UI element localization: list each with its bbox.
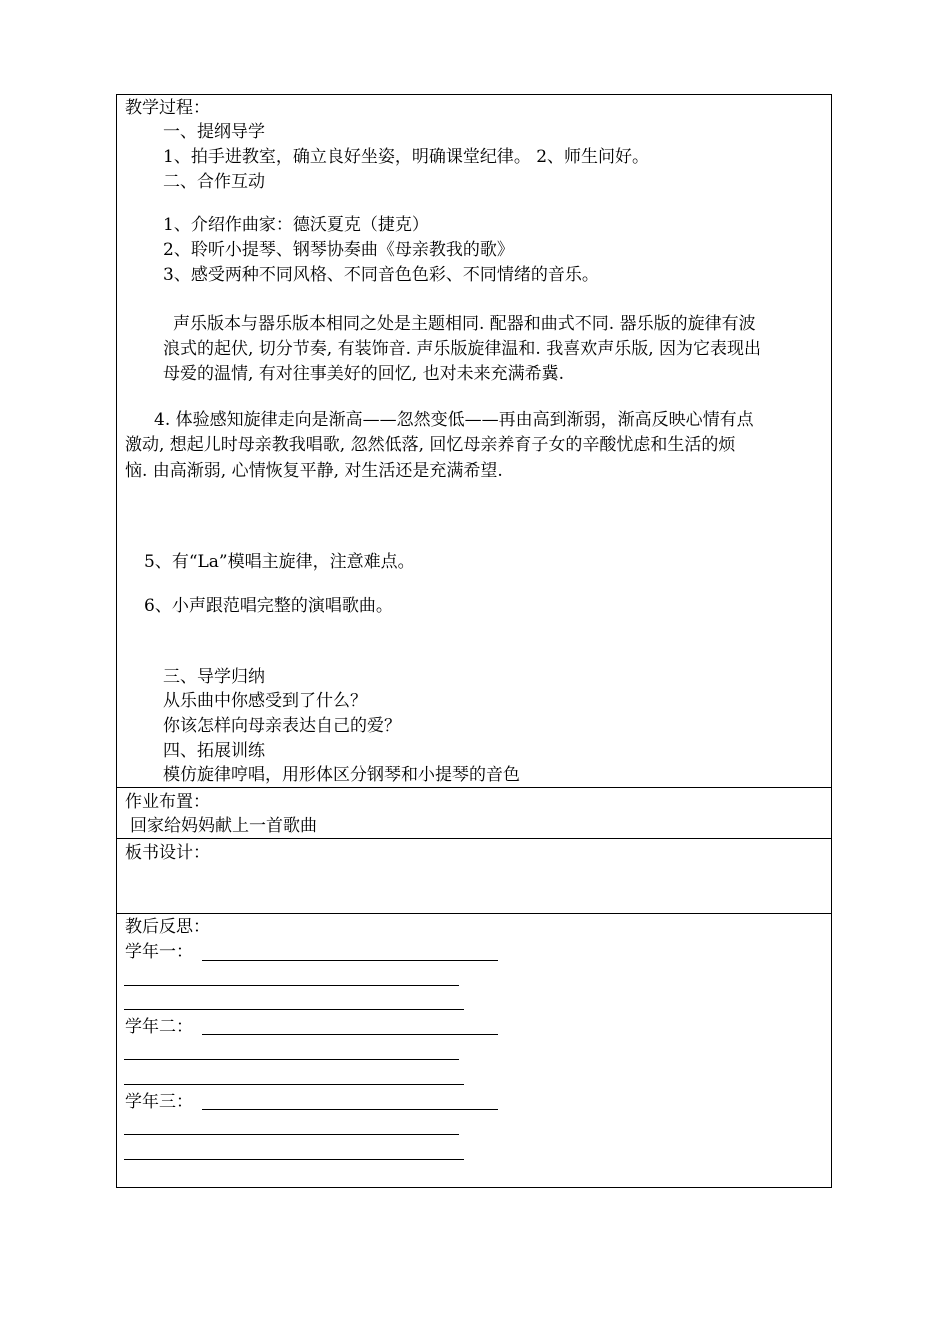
section-4-title: 四、拓展训练 [163, 741, 265, 761]
year-2-blank-line-2 [124, 1059, 459, 1060]
section-3-question-1: 从乐曲中你感受到了什么？ [163, 691, 367, 711]
process-label: 教学过程： [125, 98, 210, 118]
section-2-item-2: 2、聆听小提琴、钢琴协奏曲《母亲教我的歌》 [163, 240, 514, 260]
year-1-label: 学年一： [125, 942, 193, 962]
section-1-item: 1、拍手进教室，确立良好坐姿，明确课堂纪律。 2、师生问好。 [163, 147, 650, 167]
year-1-blank-line-2 [124, 985, 459, 986]
paragraph-1-line-3: 母爱的温情, 有对往事美好的回忆, 也对未来充满希冀. [163, 364, 565, 384]
item-6: 6、小声跟范唱完整的演唱歌曲。 [144, 596, 393, 616]
section-1-title: 一、提纲导学 [163, 122, 265, 142]
section-4-item: 模仿旋律哼唱，用形体区分钢琴和小提琴的音色 [163, 765, 520, 785]
year-3-blank-line [202, 1109, 498, 1110]
reflection-label: 教后反思： [125, 917, 210, 937]
paragraph-1-line-1: 声乐版本与器乐版本相同之处是主题相同. 配器和曲式不同. 器乐版的旋律有波 [173, 314, 756, 334]
homework-text: 回家给妈妈献上一首歌曲 [130, 816, 317, 836]
year-1-blank-line [202, 960, 498, 961]
section-2-item-1: 1、介绍作曲家：德沃夏克（捷克） [163, 215, 429, 235]
board-design-label: 板书设计： [125, 843, 210, 863]
paragraph-1-line-2: 浪式的起伏, 切分节奏, 有装饰音. 声乐版旋律温和. 我喜欢声乐版, 因为它表现出 [163, 339, 762, 359]
item-5: 5、有“La”模唱主旋律，注意难点。 [144, 552, 415, 572]
row-divider-board [116, 838, 832, 839]
year-2-label: 学年二： [125, 1017, 193, 1037]
row-divider-homework [116, 787, 832, 788]
year-1-blank-line-3 [124, 1009, 464, 1010]
section-2-title: 二、合作互动 [163, 172, 265, 192]
section-2-item-3: 3、感受两种不同风格、不同音色色彩、不同情绪的音乐。 [163, 265, 599, 285]
section-3-title: 三、导学归纳 [163, 667, 265, 687]
year-3-blank-line-2 [124, 1134, 459, 1135]
paragraph-2-line-1: 4. 体验感知旋律走向是渐高——忽然变低——再由高到渐弱，渐高反映心情有点 [154, 410, 754, 430]
paragraph-2-line-3: 恼. 由高渐弱, 心情恢复平静, 对生活还是充满希望. [125, 461, 503, 481]
row-divider-reflection [116, 913, 832, 914]
section-3-question-2: 你该怎样向母亲表达自己的爱？ [163, 716, 401, 736]
homework-label: 作业布置： [125, 792, 210, 812]
year-3-label: 学年三： [125, 1092, 193, 1112]
year-3-blank-line-3 [124, 1159, 464, 1160]
year-2-blank-line [202, 1034, 498, 1035]
year-2-blank-line-3 [124, 1084, 464, 1085]
paragraph-2-line-2: 激动, 想起儿时母亲教我唱歌, 忽然低落, 回忆母亲养育子女的辛酸忧虑和生活的烦 [125, 435, 736, 455]
